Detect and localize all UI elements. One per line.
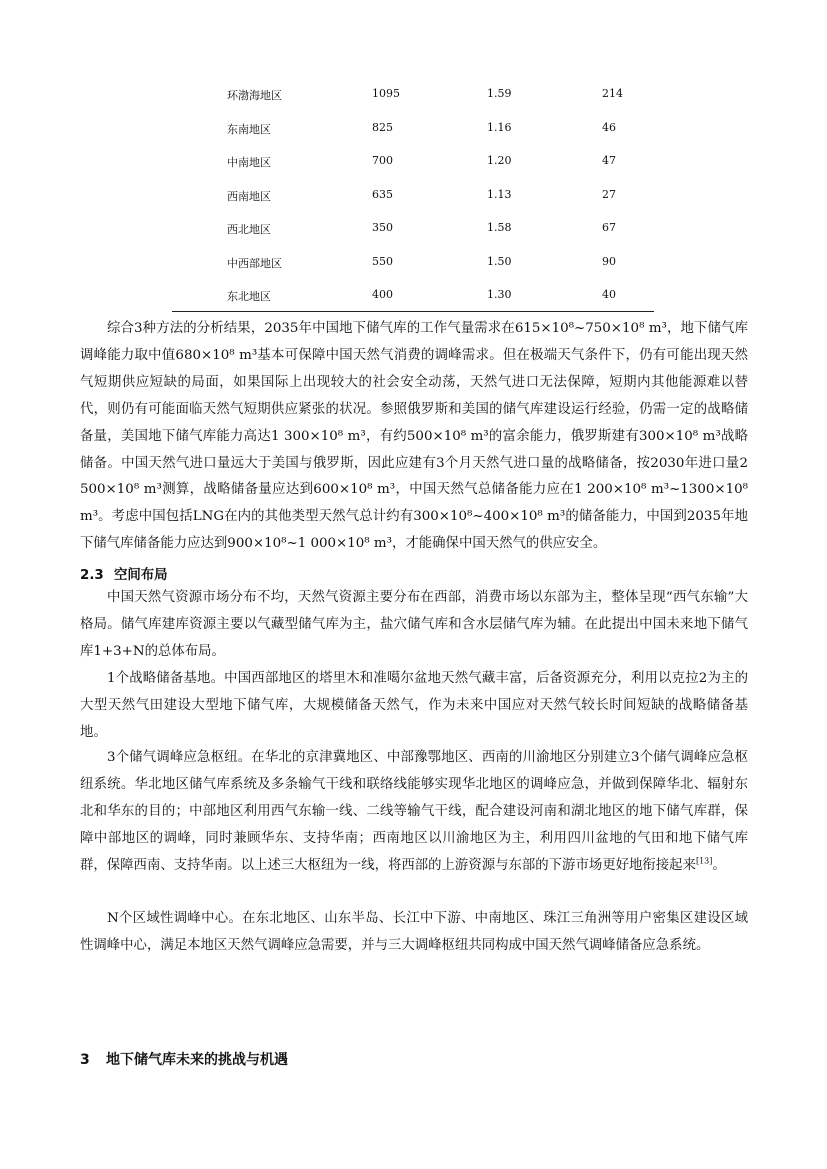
section-heading-3 [80, 1049, 288, 1069]
table-cell: 1.30 [487, 288, 512, 301]
table-cell: 90 [602, 254, 616, 268]
table-row [172, 212, 654, 246]
table-cell: 1.16 [487, 120, 512, 134]
table-cell: 550 [372, 254, 393, 268]
table-cell: 1.20 [487, 154, 512, 167]
table-row [172, 145, 654, 179]
table-row [172, 179, 654, 213]
gas-demand-table [172, 78, 654, 313]
table-cell: 700 [372, 154, 393, 167]
table-cell: 47 [602, 154, 616, 167]
table-cell: 东南地区 [227, 122, 271, 136]
table-cell: 1.13 [487, 187, 512, 201]
section-number: 3 [80, 1052, 90, 1068]
paragraph-storage-demand: 综合3种方法的分析结果，2035年中国地下储气库的工作气量需求在615×10⁸~750×10⁸ m³，地下储气库调峰能力取中值680×10⁸ m³基本可保障中国天然气消费的调峰需求。但在极端天气条件下，仍有可能出现天然气短期供应短缺的局面，如果国际上出现较大的社会安全动荡，天然气进口无法保障，短期内其他能源难以替代，则仍有可能面临天然气短期供应紧张的状况。参照俄罗斯和美国的储气库建设运行经验，仍需一定的战略储备量，美国地下储气库能力高达1 300×10⁸ m³，有约500×10⁸ m³的富余能力，俄罗斯建有300×10⁸ m³战略储备。中国天然气进口量远大于美国与俄罗斯，因此应建有3个月天然气进口量的战略储备，按2030年进口量2 500×10⁸ m³测算，战略储备量应达到600×10⁸ m³，中国天然气总储备能力应在1 200×10⁸ m³~1300×10⁸ m³。考虑中国包括LNG在内的其他类型天然气总计约有300×10⁸~400×10⁸ m³的储备能力，中国到2035年地下储气库储备能力应达到900×10⁸~1 000×10⁸ m³，才能确保中国天然气的供应安全。 [80, 321, 748, 552]
section-number: 2.3 [80, 568, 104, 583]
table-cell: 1.59 [487, 87, 512, 100]
table-row [172, 246, 654, 280]
table-cell: 46 [602, 120, 616, 134]
table-row [172, 279, 654, 313]
table-cell: 635 [372, 187, 393, 201]
table-cell: 1095 [372, 87, 400, 100]
table-cell: 环渤海地区 [227, 89, 282, 102]
paragraph-text: 3个储气调峰应急枢纽。在华北的京津冀地区、中部豫鄂地区、西南的川渝地区分别建立3个储气调峰应急枢纽系统。华北地区储气库系统及多条输气干线和联络线能够实现华北地区的调峰应急，并做到保障华北、辐射东北和华东的目的；中部地区利用西气东输一线、二线等输气干线，配合建设河南和湖北地区的地下储气库群，保障中部地区的调峰，同时兼顾华东、支持华南；西南地区以川渝地区为主，利用四川盆地的气田和地下储气库群，保障西南、支持华南。以上述三大枢纽为一线，将西部的上游资源与东部的下游市场更好地衔接起来 [80, 750, 748, 873]
table-cell: 67 [602, 221, 616, 234]
table-cell: 1.50 [487, 254, 512, 268]
table-cell: 825 [372, 120, 393, 134]
table-cell: 西南地区 [227, 189, 271, 203]
paragraph-regional-centers: N个区域性调峰中心。在东北地区、山东半岛、长江中下游、中南地区、珠江三角洲等用户密集区建设区域性调峰中心，满足本地区天然气调峰应急需要，并与三大调峰枢纽共同构成中国天然气调峰储备应急系统。 [80, 911, 748, 953]
paragraph-strategic-base: 1个战略储备基地。中国西部地区的塔里木和准噶尔盆地天然气藏丰富，后备资源充分，利用以克拉2为主的大型天然气田建设大型地下储气库，大规模储备天然气，作为未来中国应对天然气较长时间短缺的战略储备基地。 [80, 671, 748, 740]
paragraph-peak-hubs [80, 745, 748, 880]
table-cell: 27 [602, 187, 616, 201]
table-cell: 350 [372, 221, 393, 234]
table-bottom-rule [172, 311, 654, 312]
table-row [172, 112, 654, 146]
table-cell: 40 [602, 288, 616, 301]
citation-ref: [13] [695, 856, 713, 866]
paragraph-end: 。 [712, 857, 726, 873]
table-row [172, 78, 654, 112]
table-cell: 中南地区 [227, 156, 271, 169]
section-title: 空间布局 [114, 568, 168, 583]
table-cell: 214 [602, 87, 623, 100]
section-title: 地下储气库未来的挑战与机遇 [106, 1052, 288, 1068]
table-cell: 400 [372, 288, 393, 301]
table-cell: 1.58 [487, 221, 512, 234]
paragraph-spatial-layout: 中国天然气资源市场分布不均，天然气资源主要分布在西部，消费市场以东部为主，整体呈现“西气东输”大格局。储气库建库资源主要以气藏型储气库为主，盐穴储气库和含水层储气库为辅。在此提出中国未来地下储气库1+3+N的总体布局。 [80, 590, 748, 659]
section-heading-2-3 [80, 564, 168, 583]
table-cell: 东北地区 [227, 290, 271, 303]
table-cell: 西北地区 [227, 223, 271, 236]
table-cell: 中西部地区 [227, 256, 282, 270]
